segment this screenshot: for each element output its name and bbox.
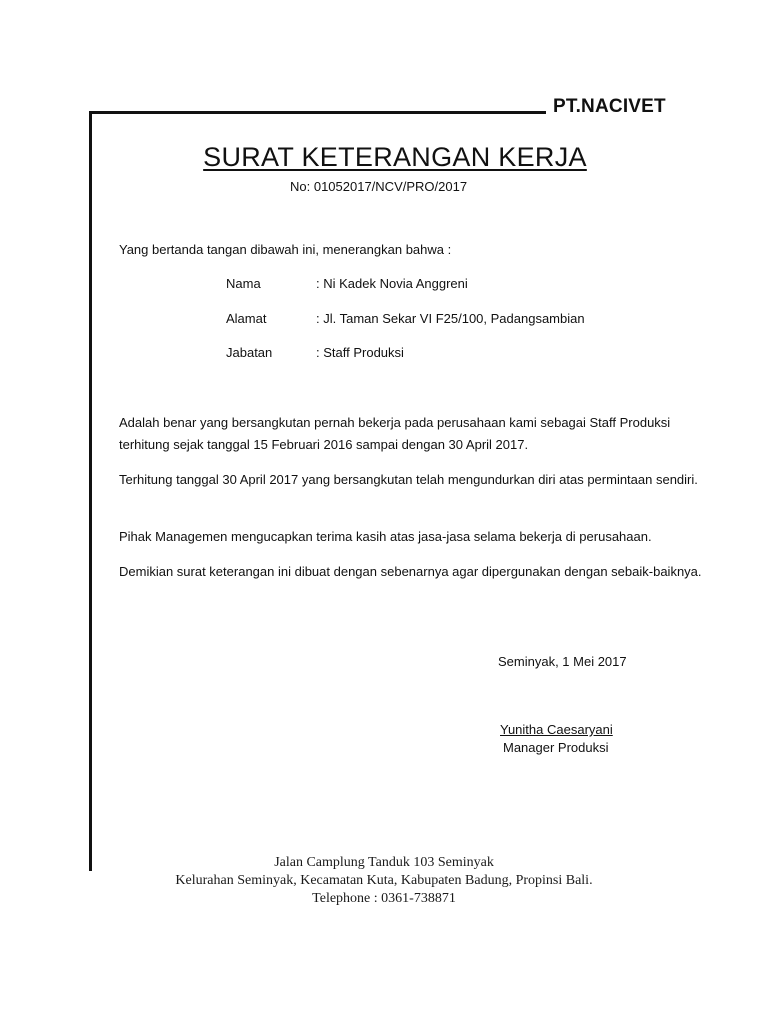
- field-label-jabatan: Jabatan: [226, 345, 273, 360]
- paragraph-resignation: Terhitung tanggal 30 April 2017 yang bersangkutan telah mengundurkan diri atas permintaan sendiri.: [119, 472, 698, 487]
- intro-text: Yang bertanda tangan dibawah ini, menerangkan bahwa :: [119, 242, 452, 257]
- signer-name: Yunitha Caesaryani: [500, 722, 613, 737]
- footer-line-telephone: Telephone : 0361-738871: [312, 891, 456, 906]
- paragraph-employment: Adalah benar yang bersangkutan pernah bekerja pada perusahaan kami sebagai Staff Produksi terhitung sejak tanggal 15 Februari 2016 sampai dengan 30 April 2017.: [119, 415, 671, 452]
- field-label-nama: Nama: [226, 276, 261, 291]
- letterhead-left-rule: [89, 111, 92, 871]
- letter-title: SURAT KETERANGAN KERJA: [203, 142, 587, 172]
- footer-line-street: Jalan Camplung Tanduk 103 Seminyak: [274, 855, 494, 870]
- paragraph-thanks: Pihak Managemen mengucapkan terima kasih atas jasa-jasa selama bekerja di perusahaan.: [119, 529, 652, 544]
- footer-address: [0, 854, 768, 908]
- field-label-alamat: Alamat: [226, 311, 267, 326]
- letterhead-top-rule: [90, 111, 546, 114]
- field-value-nama: : Ni Kadek Novia Anggreni: [316, 276, 468, 291]
- signer-title: Manager Produksi: [503, 740, 609, 755]
- field-value-jabatan: : Staff Produksi: [316, 345, 404, 360]
- company-name: PT.NACIVET: [553, 96, 666, 117]
- letter-number: No: 01052017/NCV/PRO/2017: [290, 179, 468, 194]
- paragraph-closing: Demikian surat keterangan ini dibuat dengan sebenarnya agar dipergunakan dengan sebaik-baiknya.: [119, 564, 702, 579]
- footer-line-region: Kelurahan Seminyak, Kecamatan Kuta, Kabupaten Badung, Propinsi Bali.: [175, 873, 593, 888]
- field-value-alamat: : Jl. Taman Sekar VI F25/100, Padangsambian: [316, 311, 585, 326]
- place-date: Seminyak, 1 Mei 2017: [498, 654, 627, 669]
